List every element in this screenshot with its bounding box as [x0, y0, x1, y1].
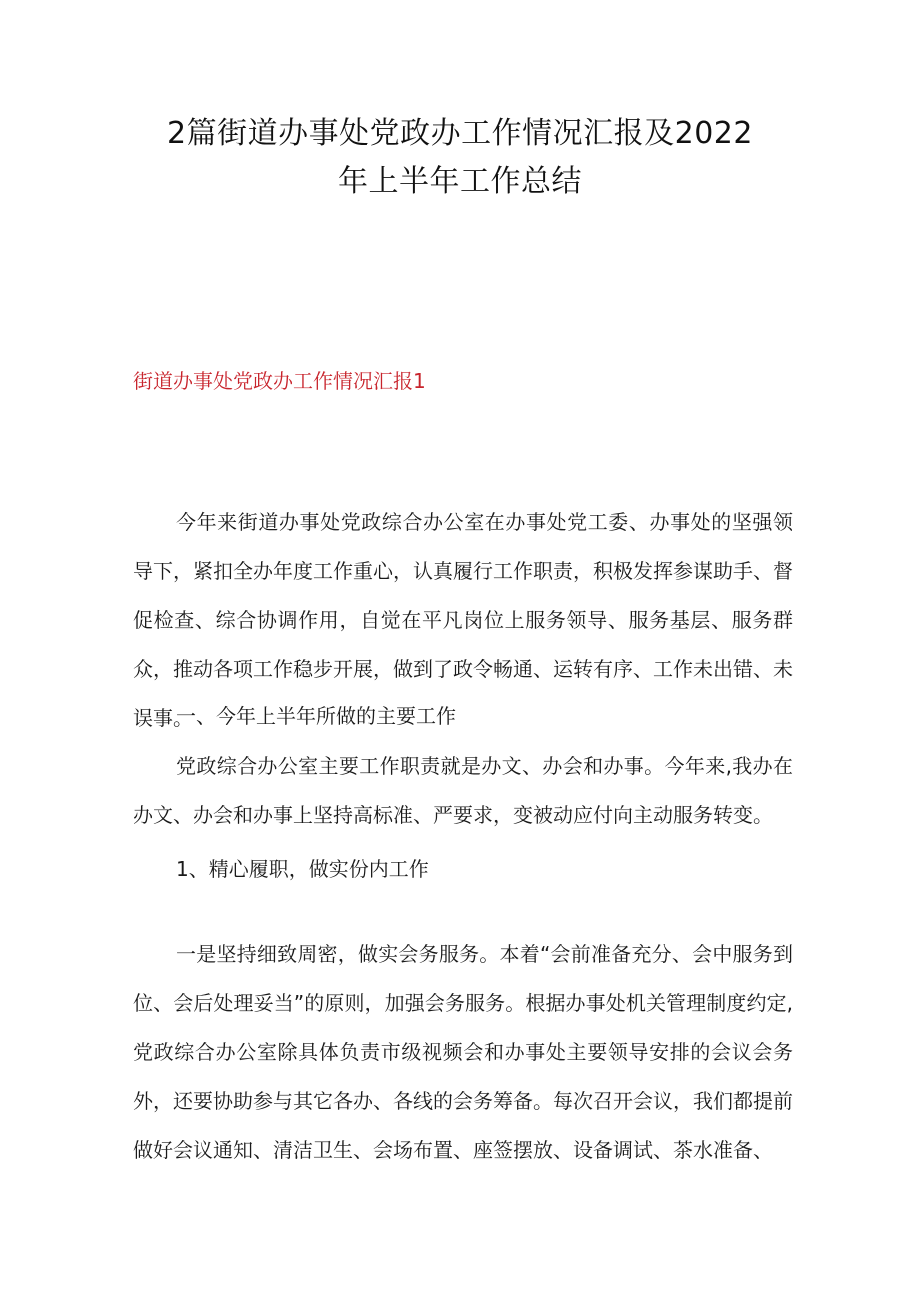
paragraph-intro: 今年来街道办事处党政综合办公室在办事处党工委、办事处的坚强领导下，紧扣全办年度工作重心，认真履行工作职责，积极发挥参谋助手、督促检查、综合协调作用，自觉在平凡岗位上服务领导、服务基层、服务群众，推动各项工作稳步开展，做到了政令畅通、运转有序、工作未出错、未误事。 — [133, 510, 793, 730]
document-title-line-1: 2篇街道办事处党政办工作情况汇报及2022 — [167, 116, 753, 151]
heading-main-work: 一、今年上半年所做的主要工作 — [176, 704, 456, 728]
paragraph-meeting-service: 一是坚持细致周密，做实会务服务。本着“会前准备充分、会中服务到位、会后处理妥当”的原则，加强会务服务。根据办事处机关管理制度约定,党政综合办公室除具体负责市级视频会和办事处主要领导安排的会议会务外，还要协助参与其它各办、各线的会务筹备。每次召开会议，我们都提前做好会议通知、清洁卫生、会场布置、座签摆放、设备调试、茶水准备、 — [133, 942, 793, 1162]
heading-subsection-1: 1、精心履职，做实份内工作 — [176, 857, 429, 881]
paragraph-duties: 党政综合办公室主要工作职责就是办文、办会和办事。今年来,我办在办文、办会和办事上坚持高标准、严要求，变被动应付向主动服务转变。 — [133, 754, 793, 827]
document-title-line-2: 年上半年工作总结 — [338, 164, 582, 199]
section-heading: 街道办事处党政办工作情况汇报1 — [133, 369, 426, 393]
